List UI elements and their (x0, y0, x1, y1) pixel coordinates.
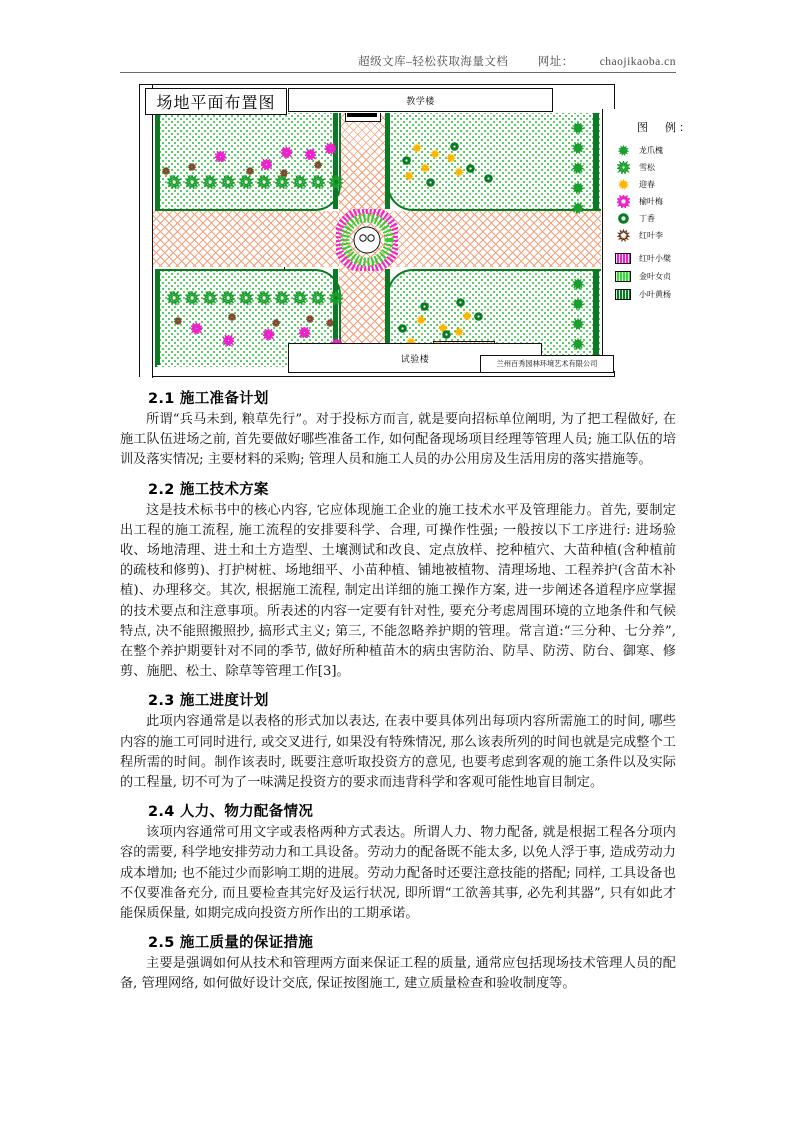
shrub-brown-icon (613, 229, 633, 242)
hedge-strip-right-lower (593, 269, 599, 365)
shrub-brown-icon (271, 315, 281, 333)
section-heading: 2.2 施工技术方案 (148, 481, 269, 498)
hedge-strip-left-lower (155, 269, 160, 365)
legend-swatch-item (613, 249, 732, 267)
section-paragraph: 主要是强调如何从技术和管理两方面来保证工程的质量, 通常应包括现场技术管理人员的配备, 管理网络, 如何做好设计交底, 保证按图施工, 建立质量检查和验收制度等。 (120, 956, 676, 992)
shrub-brown-icon (279, 165, 289, 183)
shrub-darkgreen-icon (473, 309, 484, 327)
shrub-darkgreen-icon (419, 299, 430, 317)
entrance-top-bar (347, 113, 377, 117)
shrub-darkgreen-icon (483, 171, 494, 189)
shrub-brown-icon (161, 163, 171, 181)
shrub-brown-icon (245, 163, 255, 181)
legend-item-label: 丁香 (639, 214, 655, 223)
shrub-magenta-icon (261, 157, 272, 175)
shrub-brown-icon (173, 313, 183, 331)
hedge-strip-right-upper (593, 113, 599, 209)
legend-swatch-label: 红叶小檗 (639, 253, 671, 263)
shrub-brown-icon (313, 157, 323, 175)
shrub-darkgreen-icon (397, 321, 408, 339)
central-plaza (336, 209, 398, 271)
tree-solid-icon (571, 277, 585, 296)
tree-solid-icon (571, 161, 585, 180)
tree-spiky-icon (275, 291, 289, 310)
building-label-top (288, 88, 553, 112)
legend-title: 图 例： (637, 122, 693, 134)
tree-spiky-icon (257, 175, 271, 194)
tree-spiky-icon (613, 161, 633, 174)
tree-solid-icon (571, 201, 585, 220)
site-plan-canvas (153, 113, 601, 371)
section-paragraph: 所谓“兵马未到, 粮草先行”。对于投标方而言, 就是要向招标单位阐明, 为了把工程做好, 在施工队伍进场之前, 首先要做好哪些准备工作, 如何配备现场项目经理等管理人员; 施工队伍的培训及落实情况; 主要材料的采购; 管理人员和施工人员的办公用房及生活用房的落实措施等。 (120, 412, 676, 468)
shrub-darkgreen-icon (401, 153, 412, 171)
shrub-darkgreen-icon (449, 139, 460, 157)
building-bottom-text: 试验楼 (400, 353, 430, 364)
tree-spiky-icon (293, 175, 307, 194)
header-brand: 超级文库–轻松获取海量文档 (358, 56, 509, 68)
shrub-magenta-icon (223, 333, 234, 351)
company-stamp (480, 355, 614, 373)
legend-panel (602, 109, 732, 371)
legend-item-label: 迎春 (639, 180, 655, 189)
tree-spiky-icon (329, 175, 343, 194)
shrub-darkgreen-icon (465, 161, 476, 179)
hedge-strip-mid-left-a (333, 113, 338, 209)
tree-spiky-icon (257, 291, 271, 310)
legend-item (613, 159, 732, 176)
tree-spiky-icon (221, 291, 235, 310)
legend-item-label: 榆叶梅 (639, 197, 663, 206)
tree-spiky-icon (221, 175, 235, 194)
hedge-magenta-swatch (613, 253, 633, 264)
tree-spiky-icon (329, 291, 343, 310)
tree-solid-icon (613, 144, 633, 157)
shrub-magenta-icon (325, 141, 336, 159)
legend-swatch-item (613, 267, 732, 285)
section-paragraph: 该项内容通常可用文字或表格两种方式表达。所谓人力、物力配备, 就是根据工程各分项内容的需要, 科学地安排劳动力和工具设备。劳动力的配备既不能太多, 以免人浮于事, 造成劳动力成本增加; 也不能过少而影响工期的进展。劳动力配备时还要注意技能的搭配; 同样, 工具设备也不仅要准备充分, 而且要检查其完好及运行状况, 即所谓“工欲善其事, 必先利其器”, 只有如此才能保质保量, 如期完成向投资方所作出的工期承诺。 (120, 825, 676, 922)
shrub-brown-icon (227, 309, 237, 327)
tree-spiky-icon (311, 175, 325, 194)
tree-spiky-icon (239, 291, 253, 310)
shrub-darkgreen-icon (425, 175, 436, 193)
shrub-yellow-icon (411, 141, 423, 159)
tree-spiky-icon (167, 291, 181, 310)
legend-item (613, 210, 732, 227)
tree-solid-icon (571, 297, 585, 316)
header-divider (120, 72, 676, 73)
legend-item-label: 红叶李 (639, 231, 663, 240)
legend-item (613, 142, 732, 159)
tree-solid-icon (571, 181, 585, 200)
legend-item (613, 193, 732, 210)
legend-swatch-list (613, 249, 732, 303)
shrub-yellow-icon (613, 178, 633, 191)
company-name: 兰州百秀园林环境艺术有限公司 (496, 360, 598, 368)
section-heading: 2.1 施工准备计划 (148, 391, 269, 407)
section-heading: 2.3 施工进度计划 (148, 693, 269, 710)
plan-left-margin (140, 85, 153, 378)
header-site-url: chaojikaoba.cn (599, 56, 676, 68)
hedge-strip-left-upper (155, 113, 160, 209)
shrub-magenta-icon (613, 195, 633, 208)
shrub-darkgreen-icon (613, 212, 633, 225)
shrub-yellow-icon (453, 325, 465, 343)
tree-spiky-icon (293, 291, 307, 310)
tree-spiky-icon (185, 175, 199, 194)
tree-spiky-icon (311, 291, 325, 310)
tree-spiky-icon (203, 291, 217, 310)
legend-swatch-label: 金叶女贞 (639, 271, 671, 281)
legend-swatch-item (613, 285, 732, 303)
shrub-darkgreen-icon (455, 295, 466, 313)
page-header (118, 53, 676, 69)
tree-solid-icon (571, 337, 585, 356)
shrub-yellow-icon (403, 169, 415, 187)
site-plan-figure (139, 84, 693, 377)
tree-solid-icon (571, 317, 585, 336)
tree-spiky-icon (203, 175, 217, 194)
shrub-magenta-icon (281, 145, 292, 163)
shrub-magenta-icon (191, 321, 202, 339)
legend-item-list (613, 142, 732, 244)
shrub-brown-icon (325, 315, 335, 333)
section-paragraph: 这是技术标书中的核心内容, 它应体现施工企业的施工技术水平及管理能力。首先, 要制定出工程的施工流程, 施工流程的安排要科学、合理, 可操作性强; 一般按以下工序进行: 进场验收、场地清理、进土和土方造型、土壤测试和改良、定点放样、挖种植穴、大苗种植(含种植前的疏枝和修剪)、打护树桩、场地细平、小苗种植、铺地被植物、清理场地、工程养护(含苗木补植)、办理移交。其次, 根据施工流程, 制定出详细的施工操作方案, 进一步阐述各道程序应掌握的技术要点和注意事项。所表述的内容一定要有针对性, 要充分考虑周围环境的立地条件和气候特点, 决不能照搬照抄, 搞形式主义; 第三, 不能忽略养护期的管理。常言道:“三分种、七分养”, 在整个养护期要针对不同的季节, 做好所种植苗木的病虫害防治、防旱、防涝、防台、御寒、修剪、施肥、松土、除草等管理工作[3]。 (120, 502, 676, 680)
building-top-text: 教学楼 (406, 95, 435, 106)
tree-solid-icon (571, 141, 585, 160)
legend-item-label: 龙爪槐 (639, 146, 663, 155)
shrub-magenta-icon (215, 149, 226, 167)
hedge-lightgreen-swatch (613, 271, 633, 282)
legend-item-label: 雪松 (639, 163, 655, 172)
section-paragraph: 此项内容通常是以表格的形式加以表达, 在表中要具体列出每项内容所需施工的时间, 哪些内容的施工可同时进行, 或交叉进行, 如果没有特殊情况, 那么该表所列的时间也就是完成整个工程所需的时间。制作该表时, 既要注意听取投资方的意见, 也要考虑到客观的施工条件以及实际的工程量, 切不可为了一味满足投资方的要求而违背科学和客观可能性地盲目制定。 (120, 714, 676, 791)
figure-title-box (145, 88, 287, 115)
tree-solid-icon (571, 121, 585, 140)
shrub-yellow-icon (453, 165, 465, 183)
legend-item (613, 227, 732, 244)
section-heading: 2.5 施工质量的保证措施 (148, 935, 314, 952)
legend-item (613, 176, 732, 193)
hedge-strip-mid-right-a (385, 113, 390, 209)
figure-title: 场地平面布置图 (156, 95, 276, 112)
hedge-darkgreen-swatch (613, 289, 633, 300)
tree-spiky-icon (185, 291, 199, 310)
legend-swatch-label: 小叶黄杨 (639, 289, 671, 299)
document-body (120, 380, 676, 996)
header-site-label: 网址： (537, 56, 574, 68)
shrub-brown-icon (305, 311, 315, 329)
section-heading: 2.4 人力、物力配备情况 (148, 804, 314, 821)
shrub-brown-icon (187, 159, 197, 177)
